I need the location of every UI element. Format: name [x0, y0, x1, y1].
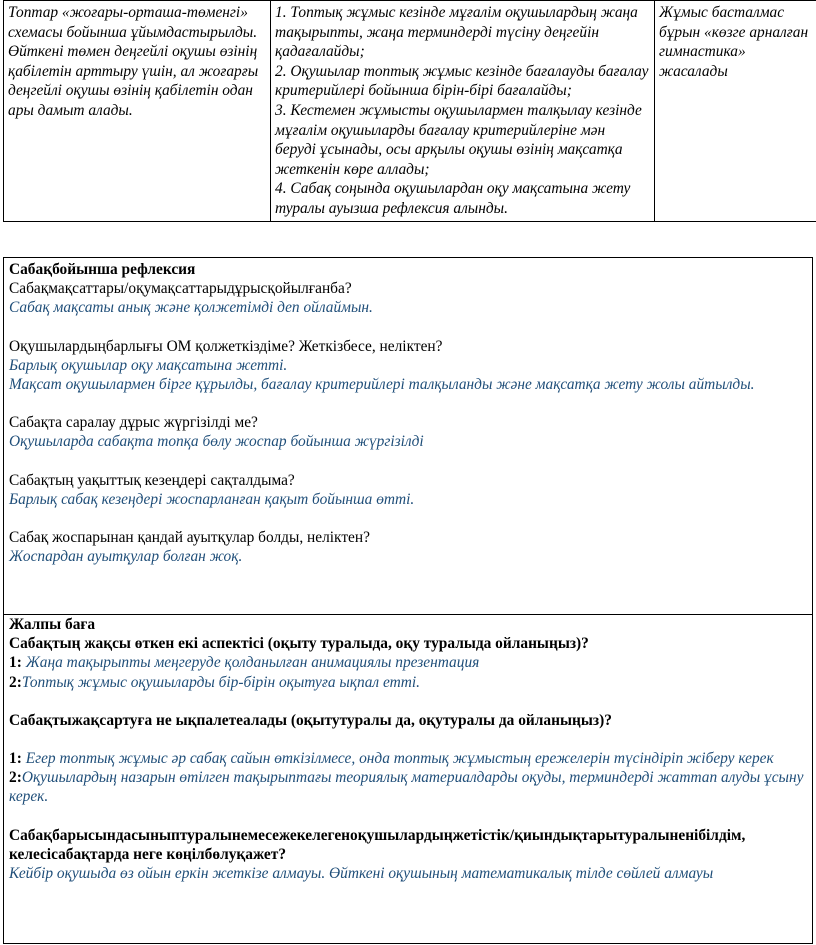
reflection-answer-2b: Мақсат оқушылармен бірге құрылды, бағалау критерийлері талқыланды және мақсатқа жету жолы айтылды. [9, 376, 755, 394]
health-cell: Жұмыс басталмас бұрын «көзге арналған гимнастика» жасалады [655, 1, 816, 222]
overall-answer-5: Кейбір оқушыда өз ойын еркін жеткізе алмауы. Өйткені оқушының математикалық тілде сөйлей алмауы [9, 865, 714, 883]
reflection-answer-5: Жоспардан ауытқулар болған жоқ. [9, 548, 243, 566]
item-number: 2: [9, 673, 22, 691]
overall-title: Жалпы баға [9, 616, 96, 633]
reflection-question-5: Сабақ жоспарынан қандай ауытқулар болды, неліктен? [9, 529, 370, 547]
grouping-cell: Топтар «жоғары-орташа-төменгі» схемасы бойынша ұйымдастырылды. Өйткені төмен деңгейлі оқушы өзінің қабілетін арттыру үшін, ал жоғарғы деңгейлі оқушы өзінің қабілетін одан ары дамыт алады. [4, 1, 271, 222]
reflection-question-2: Оқушылардыңбарлығы ОМ қолжеткіздіме? Жеткізбесе, неліктен? [9, 337, 443, 355]
overall-question-1: Сабақтың жақсы өткен екі аспектісі (оқыту туралыда, оқу туралыда ойланыңыз)? [9, 635, 589, 653]
reflection-answer-1: Сабақ мақсаты анық және қолжетімді деп ойлаймын. [9, 299, 373, 317]
overall-answer-2: Топтық жұмыс оқушыларды бір-бірін оқытуға ықпал етті. [21, 673, 420, 691]
overall-answer-3: Егер топтық жұмыс әр сабақ сайын өткізілмесе, онда топтық жұмыстың ережелерін түсіндіріп жіберу керек [25, 750, 774, 768]
assessment-item-3: 3. Кестемен жұмысты оқушылармен талқылау кезінде мұғалім оқушыларды бағалау критерийлеріне мән беруді ұсынады, осы арқылы оқушы өзінің мақсатқа жеткенін көре аллады; [275, 101, 642, 178]
table-row [4, 1, 816, 222]
overall-answer-1: Жаңа тақырыпты меңгеруде қолданылған анимациялы презентация [25, 654, 480, 672]
overall-question-3: Сабақбарысындасыныптуралынемесежекелегеноқушылардыңжетістік/қиындықтарытуралыненібілдім, келесісабақтарда неге көңілбөлуқажет? [9, 826, 746, 863]
reflection-answer-3: Оқушыларда сабақта топқа бөлу жоспар бойынша жүргізілді [9, 433, 424, 451]
reflection-section [3, 257, 813, 615]
reflection-question-1: Сабақмақсаттары/оқумақсаттарыдұрысқойылғанба? [9, 280, 352, 298]
assessment-item-1: 1. Топтық жұмыс кезінде мұғалім оқушылардың жаңа тақырыпты, жаңа терминдерді түсіну деңгейін қадағалайды; [275, 4, 638, 61]
reflection-answer-4: Барлық сабақ кезеңдері жоспарланған қақыт бойынша өтті. [9, 490, 415, 508]
item-number: 2: [9, 769, 22, 787]
reflection-question-4: Сабақтың уақыттық кезеңдері сақталдыма? [9, 471, 295, 489]
assessment-item-4: 4. Сабақ соңында оқушылардан оқу мақсатына жету туралы ауызша рефлексия алынды. [275, 180, 631, 217]
reflection-question-3: Сабақта саралау дұрыс жүргізілді ме? [9, 414, 258, 432]
reflection-answer-2a: Барлық оқушылар оқу мақсатына жетті. [9, 356, 288, 374]
item-number: 1: [9, 750, 22, 768]
reflection-title: Сабақбойынша рефлексия [9, 261, 196, 278]
assessment-cell [271, 1, 655, 222]
overall-question-2: Сабақтыжақсартуға не ықпалетеалады (оқытутуралы да, оқутуралы да ойланыңыз)? [9, 711, 612, 729]
overall-answer-4: Оқушылардың назарын өтілген тақырыптағы теориялық материалдарды оқуды, терминдерді жаттап алуды ұсыну керек. [9, 769, 804, 806]
evaluation-table [3, 0, 816, 222]
overall-section [3, 613, 813, 944]
assessment-item-2: 2. Оқушылар топтық жұмыс кезінде бағалауды бағалау критерийлері бойынша бірін-бірі бағалайды; [275, 62, 649, 100]
item-number: 1: [9, 654, 22, 672]
